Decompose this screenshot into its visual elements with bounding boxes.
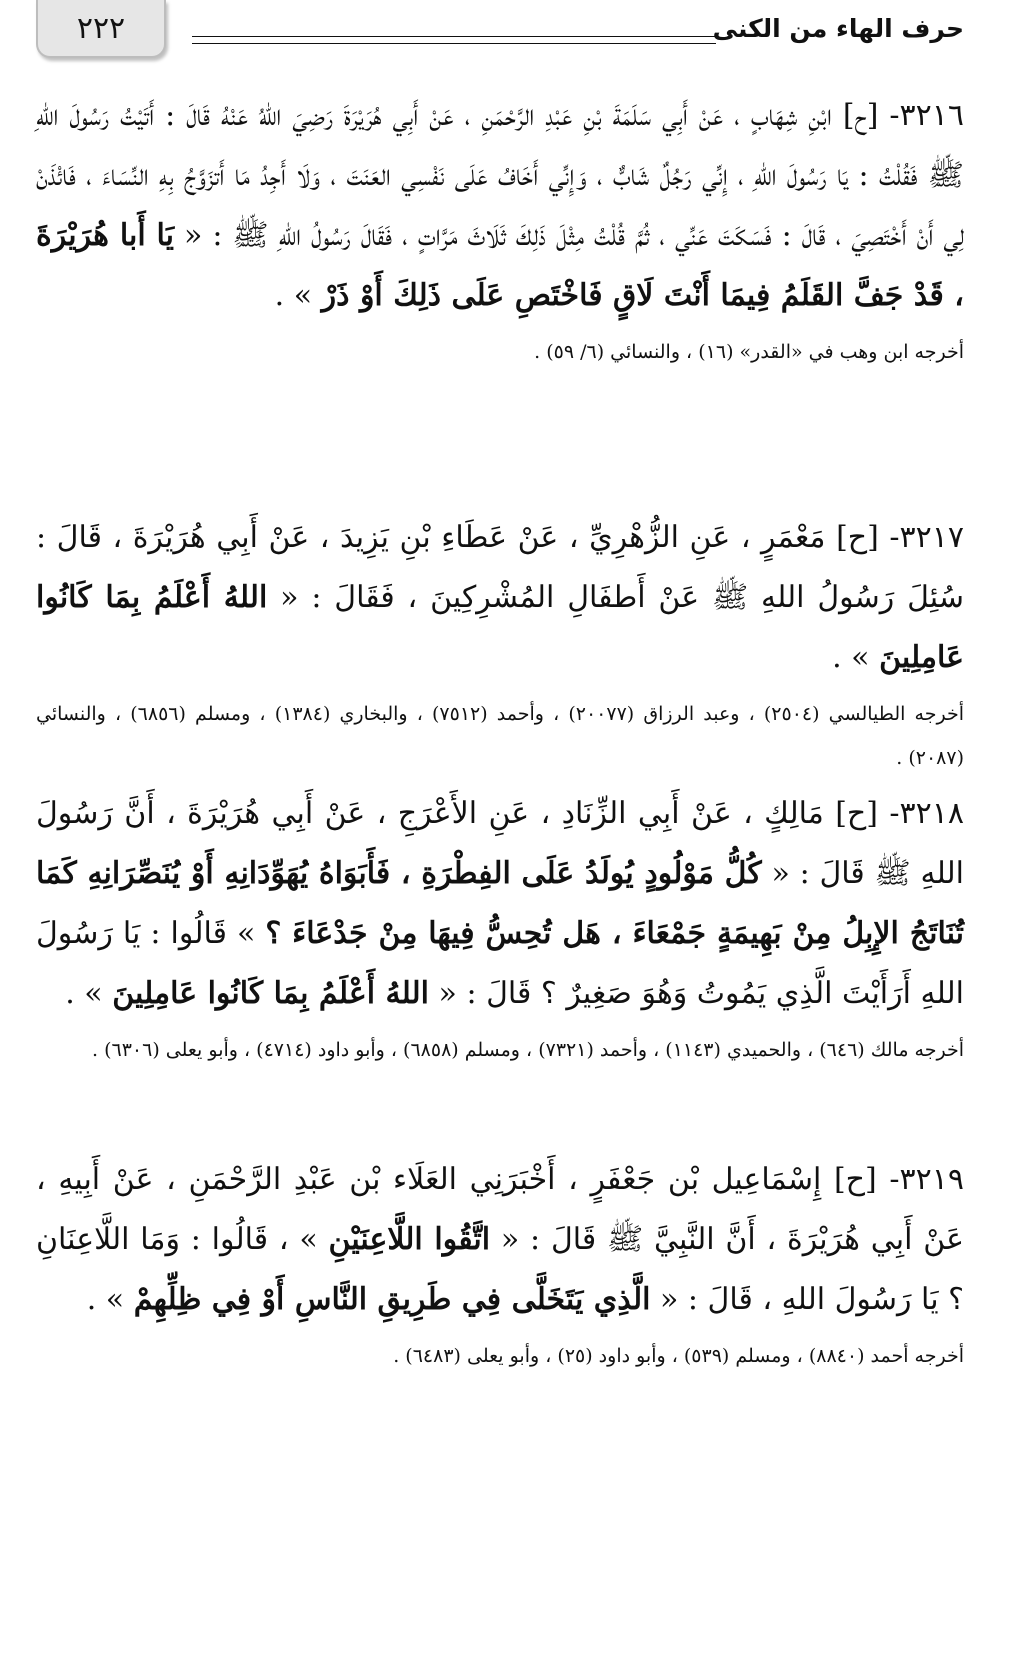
running-title: حرف الهاء من الكنى [712,14,964,43]
hadith-number: ٣٢١٦ [899,98,964,133]
hadith-marker: [ح] [835,796,878,831]
page-number: ٢٢٢ [76,10,126,46]
prophetic-quote: كُلُّ مَوْلُودٍ يُولَدُ عَلَى الفِطْرَةِ ، فَأَبَوَاهُ يُهَوِّدَانِهِ أَوْ يُنَصِّرَانِهِ كَمَا تُنَاتَجُ الإِبِلُ مِنْ بَهِيمَةٍ جَمْعَاءَ ، هَل تُحِسُّ فِيهَا مِنْ جَدْعَاءَ ؟ [36,856,964,951]
hadith-chain: مَعْمَرٍ ، عَنِ الزُّهْرِيِّ ، عَنْ عَطَاءِ بْنِ يَزِيدَ ، عَنْ أَبِي هُرَيْرَةَ ، قَالَ : سُئِلَ رَسُولُ اللهِ ﷺ عَنْ أَطفَالِ المُشْرِكِينَ ، فَقَالَ : « [36,520,964,615]
hadith-marker: [ح] [836,520,879,555]
hadith-closing: » . [86,1282,125,1317]
hadith-chain: ابْنِ شِهَابٍ ، عَنْ أَبِي سَلَمَةَ بْنِ عَبْدِ الرَّحْمَنِ ، عَنْ أَبِي هُرَيْرَةَ رَضِيَ اللهُ عَنْهُ قَالَ : أَتَيْتُ رَسُولَ اللهِ ﷺ فَقُلْتُ : يَا رَسُولَ اللهِ ، إِنِّي رَجُلٌ شَابٌّ ، وَإِنِّي أَخَافُ عَلَى نَفْسِي العَنَتَ ، وَلَا أَجِدُ مَا أَتزَوَّجُ بِهِ النِّسَاءَ ، فَائْذَنْ لِي أَنْ أَخْتَصِيَ ، قَالَ : فَسَكَتَ عَنِّي ، ثُمَّ قُلْتُ مِثْلَ ذَلِكَ ثَلَاثَ مَرَّاتٍ ، فَقَالَ رَسُولُ اللهِ ﷺ : « [36,98,965,253]
hadith-dialogue: » ، قَالُوا : وَمَا اللَّاعِنَانِ ؟ يَا رَسُولَ اللهِ ، قَالَ : « [36,1222,964,1317]
hadith-number: ٣٢١٩ [899,1162,964,1197]
prophetic-quote: يَا أَبا هُرَيْرَةَ ، قَدْ جَفَّ القَلَمُ فِيمَا أَنْتَ لَاقٍ فَاخْتَصِ عَلَى ذَلِكَ أَوْ ذَرْ [36,218,964,313]
hadith-closing: » . [65,976,103,1011]
page-header [36,0,964,70]
hadith-chain: إِسْمَاعِيل بْن جَعْفَرٍ ، أَخْبَرَنِي العَلَاء بْن عَبْدِ الرَّحْمَنِ ، عَنْ أَبِيهِ ، عَنْ أَبِي هُرَيْرَةَ ، أَنَّ النَّبِيَّ ﷺ قَالَ : « [36,1162,964,1257]
hadith-text: ٣٢١٦- [ح] ابْنِ شِهَابٍ ، عَنْ أَبِي سَلَمَةَ بْنِ عَبْدِ الرَّحْمَنِ ، عَنْ أَبِي هُرَيْرَةَ رَضِيَ اللهُ عَنْهُ قَالَ : أَتَيْتُ رَسُولَ اللهِ ﷺ فَقُلْتُ : يَا رَسُولَ اللهِ ، إِنِّي رَجُلٌ شَابٌّ ، وَإِنِّي أَخَافُ عَلَى نَفْسِي العَنَتَ ، وَلَا أَجِدُ مَا أَتزَوَّجُ بِهِ النِّسَاءَ ، فَائْذَنْ لِي أَنْ أَخْتَصِيَ ، قَالَ : فَسَكَتَ عَنِّي ، ثُمَّ قُلْتُ مِثْلَ ذَلِكَ ثَلَاثَ مَرَّاتٍ ، فَقَالَ رَسُولُ اللهِ ﷺ : « يَا أَبا هُرَيْرَةَ ، قَدْ جَفَّ القَلَمُ فِيمَا أَنْتَ لَاقٍ فَاخْتَصِ عَلَى ذَلِكَ أَوْ ذَرْ » . [36,98,965,313]
hadith-text: ٣٢١٩- [ح] إِسْمَاعِيل بْن جَعْفَرٍ ، أَخْبَرَنِي العَلَاء بْن عَبْدِ الرَّحْمَنِ ، عَنْ أَبِيهِ ، عَنْ أَبِي هُرَيْرَةَ ، أَنَّ النَّبِيَّ ﷺ قَالَ : « اتَّقُوا اللَّاعِنَيْنِ » ، قَالُوا : وَمَا اللَّاعِنَانِ ؟ يَا رَسُولَ اللهِ ، قَالَ : « الَّذِي يَتَخَلَّى فِي طَرِيقِ النَّاسِ أَوْ فِي ظِلِّهِمْ » . [36,1162,964,1317]
hadith-marker: [ح] [842,98,879,133]
takhrij-note: أخرجه مالك (٦٤٦) ، والحميدي (١١٤٣) ، وأحمد (٧٣٢١) ، ومسلم (٦٨٥٨) ، وأبو داود (٤٧١٤) ، وأبو يعلى (٦٣٠٦) . [91,1039,964,1061]
prophetic-quote: اللهُ أَعْلَمُ بِمَا كَانُوا عَامِلِينَ [36,580,964,675]
takhrij-note: أخرجه الطيالسي (٢٥٠٤) ، وعبد الرزاق (٢٠٠٧٧) ، وأحمد (٧٥١٢) ، والبخاري (١٣٨٤) ، ومسلم (٦٨٥٦) ، والنسائي (٢٠٨٧) . [36,703,964,769]
prophetic-quote: اتَّقُوا اللَّاعِنَيْنِ [328,1222,491,1257]
hadith-3219 [36,1150,964,1378]
header-double-rule [192,36,716,44]
hadith-text: ٣٢١٨- [ح] مَالِكٍ ، عَنْ أَبِي الزِّنَادِ ، عَنِ الأَعْرَجِ ، عَنْ أَبِي هُرَيْرَةَ ، أَنَّ رَسُولَ اللهِ ﷺ قَالَ : « كُلُّ مَوْلُودٍ يُولَدُ عَلَى الفِطْرَةِ ، فَأَبَوَاهُ يُهَوِّدَانِهِ أَوْ يُنَصِّرَانِهِ كَمَا تُنَاتَجُ الإِبِلُ مِنْ بَهِيمَةٍ جَمْعَاءَ ، هَل تُحِسُّ فِيهَا مِنْ جَدْعَاءَ ؟ » قَالُوا : يَا رَسُولَ اللهِ أَرَأَيْتَ الَّذِي يَمُوتُ وَهُوَ صَغِيرٌ ؟ قَالَ : « اللهُ أَعْلَمُ بِمَا كَانُوا عَامِلِينَ » . [36,796,964,1011]
takhrij-note: أخرجه ابن وهب في «القدر» (١٦) ، والنسائي (٦/ ٥٩) . [534,341,964,363]
takhrij-note: أخرجه أحمد (٨٨٤٠) ، ومسلم (٥٣٩) ، وأبو داود (٢٥) ، وأبو يعلى (٦٤٨٣) . [393,1345,964,1367]
page-number-badge [36,0,166,58]
hadith-3217 [36,508,964,780]
hadith-number: ٣٢١٨ [899,796,964,831]
prophetic-quote-2: اللهُ أَعْلَمُ بِمَا كَانُوا عَامِلِينَ [112,976,429,1011]
prophetic-quote-2: الَّذِي يَتَخَلَّى فِي طَرِيقِ النَّاسِ أَوْ فِي ظِلِّهِمْ [133,1282,651,1317]
hadith-closing: » . [274,278,313,313]
hadith-closing: » . [832,640,870,675]
hadith-dialogue: » قَالُوا : يَا رَسُولَ اللهِ أَرَأَيْتَ الَّذِي يَمُوتُ وَهُوَ صَغِيرٌ ؟ قَالَ : « [36,916,964,1011]
hadith-3216 [36,86,964,374]
hadith-3218 [36,784,964,1072]
hadith-number: ٣٢١٧ [899,520,964,555]
hadith-text: ٣٢١٧- [ح] مَعْمَرٍ ، عَنِ الزُّهْرِيِّ ، عَنْ عَطَاءِ بْنِ يَزِيدَ ، عَنْ أَبِي هُرَيْرَةَ ، قَالَ : سُئِلَ رَسُولُ اللهِ ﷺ عَنْ أَطفَالِ المُشْرِكِينَ ، فَقَالَ : « اللهُ أَعْلَمُ بِمَا كَانُوا عَامِلِينَ » . [36,520,964,675]
hadith-chain: مَالِكٍ ، عَنْ أَبِي الزِّنَادِ ، عَنِ الأَعْرَجِ ، عَنْ أَبِي هُرَيْرَةَ ، أَنَّ رَسُولَ اللهِ ﷺ قَالَ : « [36,796,964,891]
hadith-marker: [ح] [833,1162,877,1197]
